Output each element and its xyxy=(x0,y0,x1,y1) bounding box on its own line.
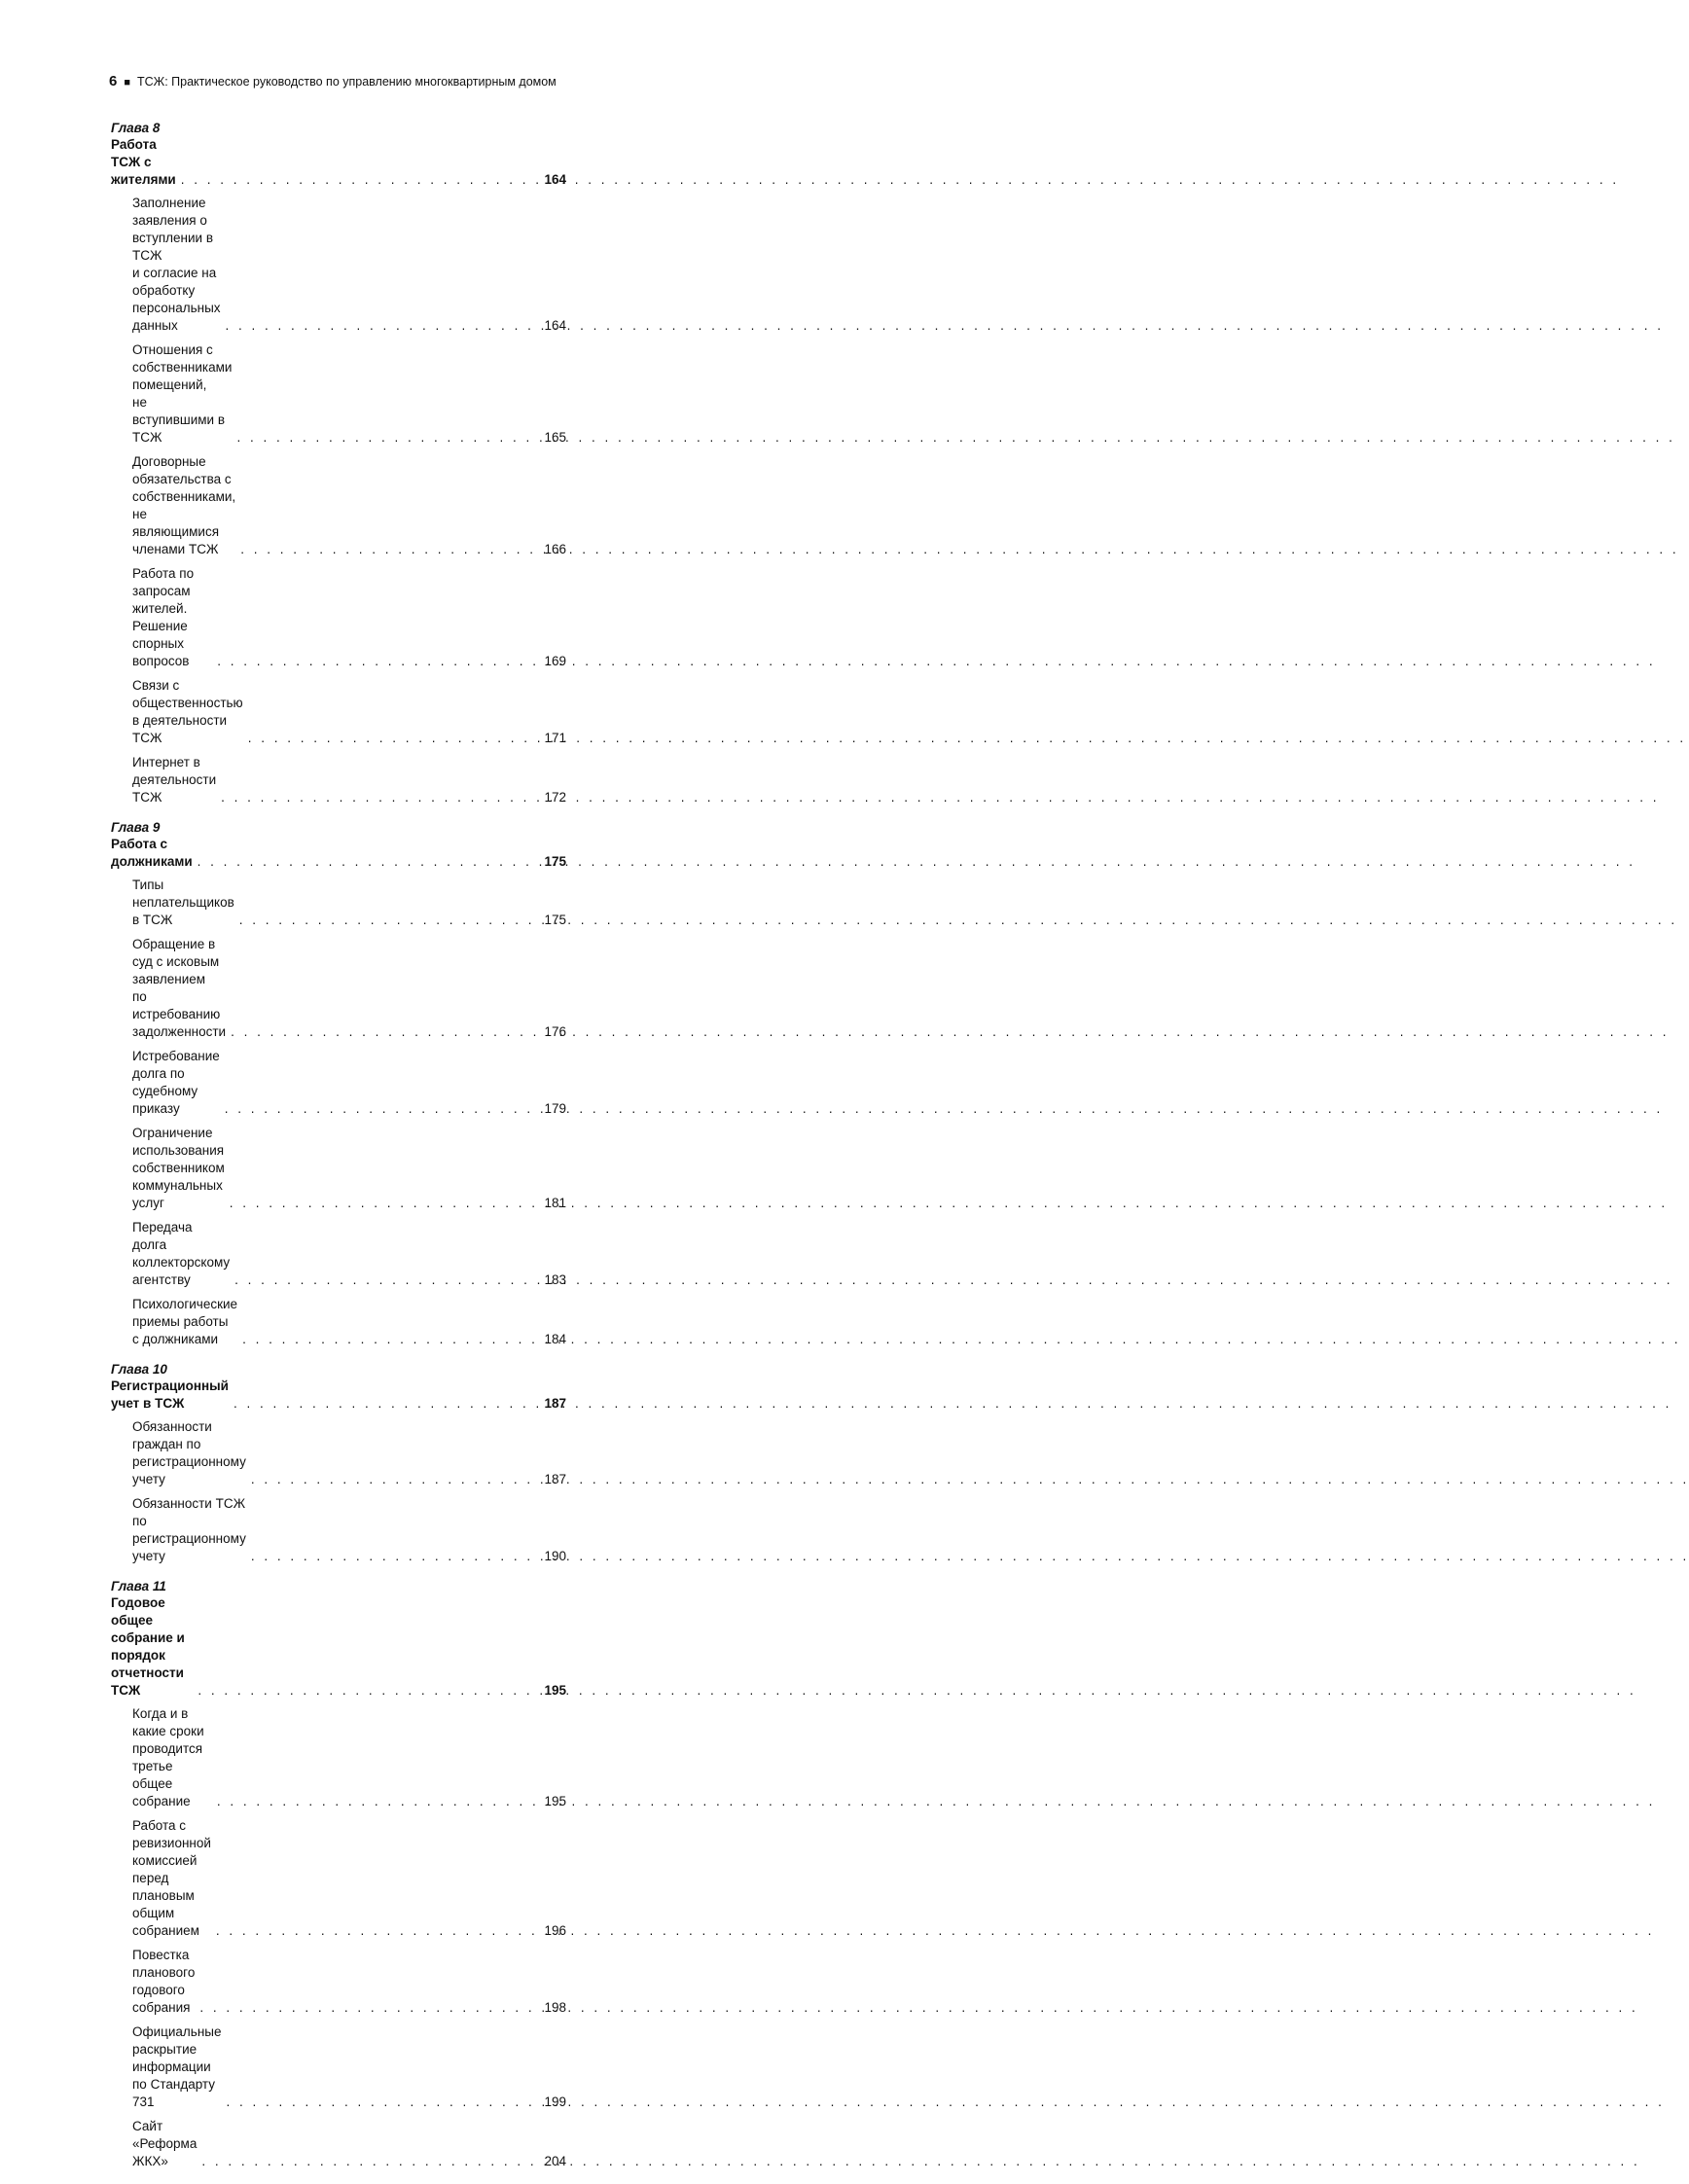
table-of-contents xyxy=(111,121,566,2184)
dot-leader xyxy=(199,1999,540,2017)
toc-entry[interactable] xyxy=(111,1048,566,1118)
entry-title-line: перед плановым общим собранием xyxy=(132,1871,199,1938)
chapter xyxy=(111,820,566,1348)
page-ref: 176 xyxy=(544,1024,566,1039)
dot-leader xyxy=(225,1100,541,1118)
page-ref: 165 xyxy=(544,430,566,445)
dot-leader xyxy=(231,1023,540,1041)
entry-title xyxy=(132,1705,212,1810)
dot-leader xyxy=(248,730,541,747)
entry-title xyxy=(132,453,235,558)
toc-entry[interactable] xyxy=(111,1705,566,1810)
page-ref: 164 xyxy=(544,318,566,333)
dot-leader xyxy=(251,1548,541,1565)
entry-title-line: Интернет в деятельности ТСЖ xyxy=(132,755,217,805)
entry-title-line: Передача долга коллекторскому агентству xyxy=(132,1220,231,1287)
dot-leader xyxy=(251,1471,541,1488)
dot-leader xyxy=(227,2094,541,2111)
entry-title-line: Истребование долга по судебному приказу xyxy=(132,1049,220,1116)
chapter-title: Годовое общее собрание и порядок отчетности ТСЖ xyxy=(111,1595,185,1698)
dot-leader xyxy=(221,789,540,806)
toc-entry[interactable] xyxy=(111,877,566,929)
entry-title xyxy=(132,754,216,806)
toc-entry[interactable] xyxy=(111,1418,566,1488)
toc-entry[interactable] xyxy=(111,195,566,335)
page-ref: 183 xyxy=(544,1272,566,1287)
dot-leader xyxy=(226,317,541,335)
chapter-label: Глава 9 xyxy=(111,820,161,835)
chapter-entry[interactable] xyxy=(111,1594,566,1700)
entry-title xyxy=(132,1495,246,1565)
book-title: ТСЖ: Практическое руководство по управлению многоквартирным домом xyxy=(137,75,557,89)
entry-title-line: Когда и в какие сроки проводится третье общее собрание xyxy=(132,1706,204,1808)
dot-leader xyxy=(234,1395,541,1413)
chapter-entry[interactable] xyxy=(111,836,566,871)
entry-title xyxy=(132,1418,246,1488)
dot-leader xyxy=(201,2153,540,2170)
page-ref: 169 xyxy=(544,654,566,668)
entry-title xyxy=(132,195,221,335)
page-number: 6 xyxy=(109,73,118,90)
entry-title-line: Обязанности граждан по регистрационному учету xyxy=(132,1419,246,1486)
entry-title-line: Психологические приемы работы с должниками xyxy=(132,1297,238,1346)
chapter-entry[interactable] xyxy=(111,136,566,189)
page-ref: 171 xyxy=(544,731,566,745)
entry-title-line: Работа с ревизионной комиссией xyxy=(132,1818,211,1868)
entry-title xyxy=(132,877,234,929)
dot-leader xyxy=(216,1922,541,1940)
page-ref: 190 xyxy=(544,1549,566,1563)
chapter-title: Работа ТСЖ с жителями xyxy=(111,137,176,187)
chapter xyxy=(111,1579,566,2170)
entry-title xyxy=(132,936,226,1041)
entry-title-line: не являющимися членами ТСЖ xyxy=(132,507,220,556)
entry-title-line: Отношения с собственниками помещений, xyxy=(132,342,233,392)
toc-entry[interactable] xyxy=(111,2118,566,2170)
dot-leader xyxy=(234,1271,540,1289)
toc-entry[interactable] xyxy=(111,2023,566,2111)
entry-title-line: Договорные обязательства с собственниками, xyxy=(132,454,236,504)
dot-leader xyxy=(236,429,540,447)
entry-title-line: Работа по запросам жителей. Решение спорных вопросов xyxy=(132,566,195,668)
toc-entry[interactable] xyxy=(111,1296,566,1348)
page-ref: 187 xyxy=(544,1472,566,1486)
toc-entry[interactable] xyxy=(111,453,566,558)
bullet-separator: ■ xyxy=(124,77,130,89)
chapter-title: Регистрационный учет в ТСЖ xyxy=(111,1378,229,1411)
page-ref: 166 xyxy=(544,542,566,556)
entry-title-line: Типы неплательщиков в ТСЖ xyxy=(132,877,234,927)
page-ref: 181 xyxy=(544,1196,566,1210)
toc-entry[interactable] xyxy=(111,936,566,1041)
toc-entry[interactable] xyxy=(111,1947,566,2017)
page-ref: 204 xyxy=(544,2154,566,2168)
entry-title xyxy=(132,341,232,447)
entry-title xyxy=(132,1125,225,1212)
toc-entry[interactable] xyxy=(111,1125,566,1212)
entry-title-line: по истребованию задолженности xyxy=(132,989,227,1039)
entry-title-line: Обязанности ТСЖ по регистрационному учету xyxy=(132,1496,246,1563)
dot-leader xyxy=(198,1682,540,1700)
dot-leader xyxy=(217,1793,541,1810)
dot-leader xyxy=(240,541,540,558)
page-ref: 179 xyxy=(544,1101,566,1116)
chapter-label: Глава 10 xyxy=(111,1362,167,1377)
chapter-label: Глава 11 xyxy=(111,1579,166,1593)
toc-entry[interactable] xyxy=(111,565,566,670)
entry-title-line: и согласие на обработку персональных данных xyxy=(132,266,221,333)
toc-entry[interactable] xyxy=(111,1817,566,1940)
entry-title-line: Повестка планового годового собрания xyxy=(132,1948,196,2015)
entry-title-line: коммунальных услуг xyxy=(132,1178,223,1210)
chapter-entry[interactable] xyxy=(111,1378,566,1413)
page-ref: 184 xyxy=(544,1332,566,1346)
page-ref: 172 xyxy=(544,790,566,805)
entry-title-line: Обращение в суд с исковым заявлением xyxy=(132,937,220,986)
entry-title xyxy=(132,1947,195,2017)
dot-leader xyxy=(242,1331,540,1348)
entry-title xyxy=(132,2023,222,2111)
entry-title xyxy=(132,565,212,670)
page-ref: 195 xyxy=(544,1683,566,1698)
entry-title xyxy=(132,1817,211,1940)
entry-title xyxy=(132,1296,237,1348)
entry-title xyxy=(132,677,243,747)
toc-entry[interactable] xyxy=(111,754,566,806)
toc-entry[interactable] xyxy=(111,677,566,747)
chapter-title: Работа с должниками xyxy=(111,837,193,869)
chapter xyxy=(111,1362,566,1565)
entry-title-line: Сайт «Реформа ЖКХ» xyxy=(132,2119,198,2168)
entry-title-line: Связи с общественностью в деятельности ТСЖ xyxy=(132,678,243,745)
running-head xyxy=(109,73,557,90)
page-ref: 187 xyxy=(544,1396,566,1411)
page-ref: 175 xyxy=(544,913,566,927)
chapter-label: Глава 8 xyxy=(111,121,161,135)
dot-leader xyxy=(217,653,540,670)
chapter xyxy=(111,121,566,806)
entry-title-line: Официальные раскрытие информации по Стандарту 731 xyxy=(132,2024,222,2109)
entry-title-line: Заполнение заявления о вступлении в ТСЖ xyxy=(132,196,214,263)
entry-title-line: не вступившими в ТСЖ xyxy=(132,395,225,445)
dot-leader xyxy=(198,853,541,871)
entry-title xyxy=(132,2118,197,2170)
toc-entry[interactable] xyxy=(111,1219,566,1289)
toc-entry[interactable] xyxy=(111,1495,566,1565)
dot-leader xyxy=(181,171,541,189)
entry-title xyxy=(132,1219,230,1289)
dot-leader xyxy=(230,1195,541,1212)
page-ref: 164 xyxy=(544,172,566,187)
page-ref: 198 xyxy=(544,2000,566,2015)
entry-title xyxy=(132,1048,220,1118)
page-ref: 196 xyxy=(544,1923,566,1938)
page-ref: 175 xyxy=(544,854,566,869)
page-ref: 199 xyxy=(544,2094,566,2109)
entry-title-line: Ограничение использования собственником xyxy=(132,1126,225,1175)
page-ref: 195 xyxy=(544,1794,566,1808)
dot-leader xyxy=(239,912,541,929)
toc-entry[interactable] xyxy=(111,341,566,447)
